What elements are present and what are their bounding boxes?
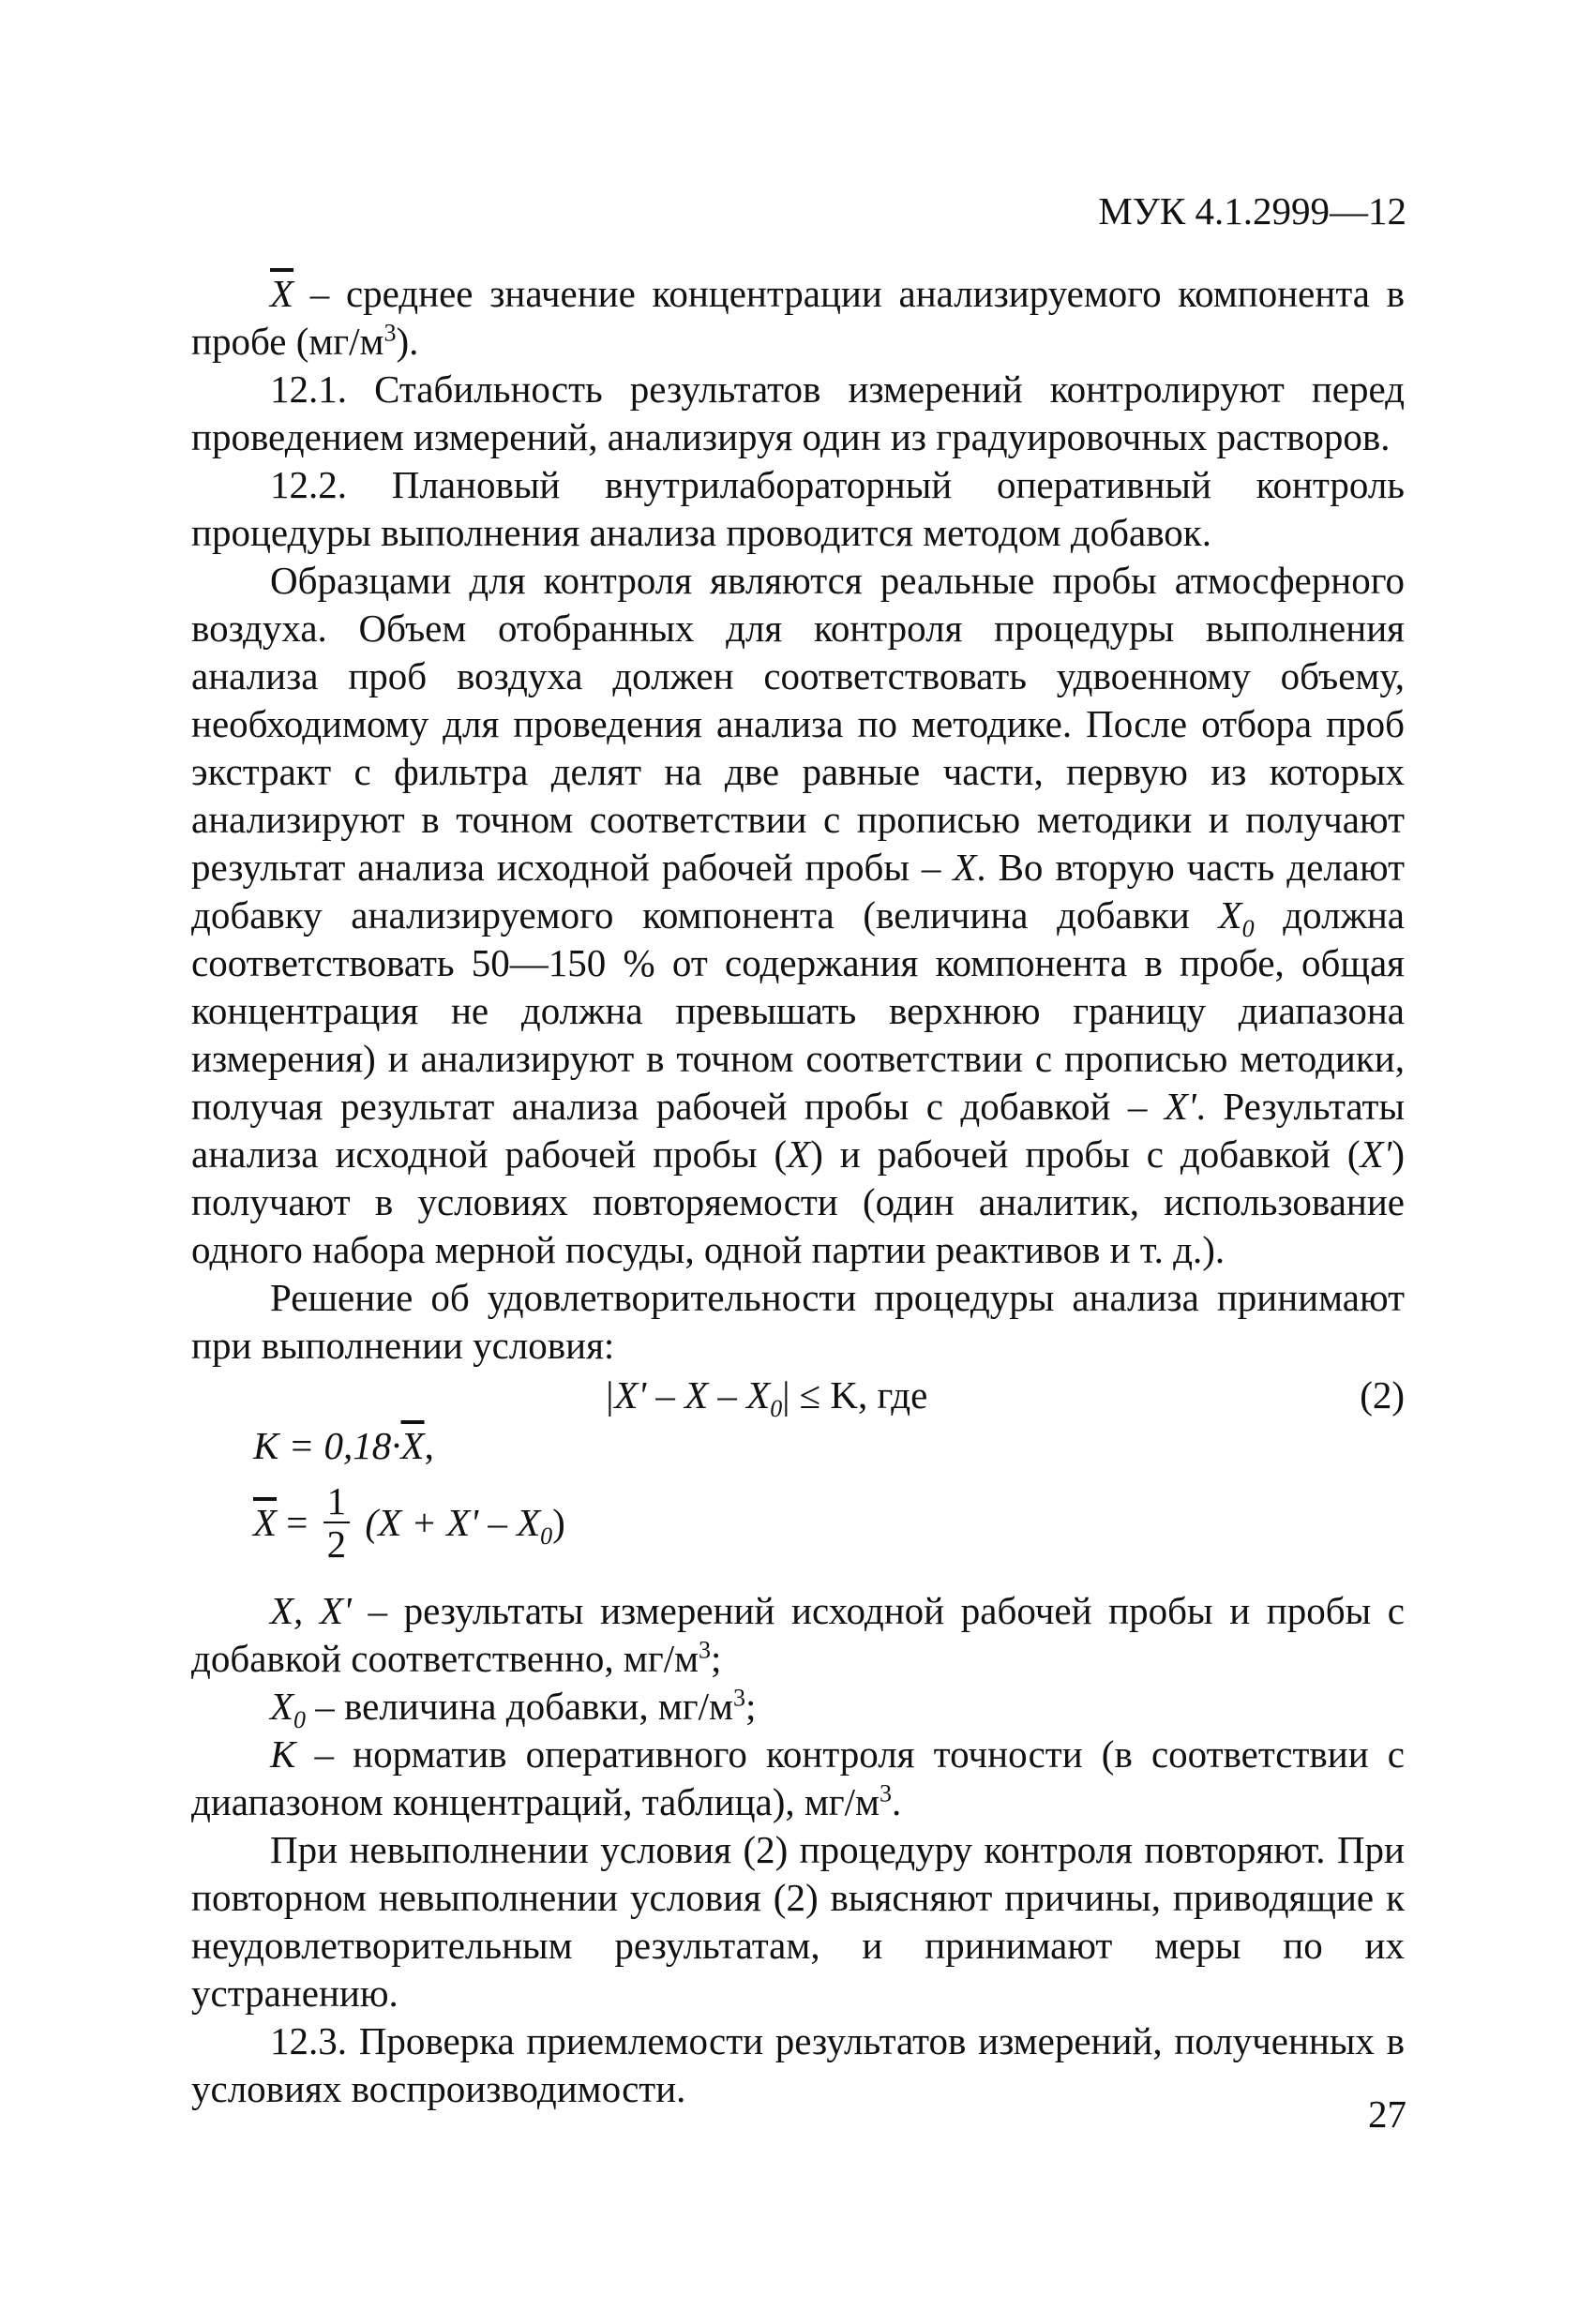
samples-text-6: ) получают в условиях повторяемости (один аналитик, использование одного набора мерной посуды, одной партии реактивов и т. д.). (191, 1132, 1405, 1271)
samples-text-4: . Результаты анализа исходной рабочей пробы ( (191, 1085, 1405, 1176)
condition-formula-row (191, 1370, 1405, 1422)
k-formula (191, 1422, 1405, 1477)
definition-x-xprime-end: ; (711, 1637, 722, 1680)
symbol-x-prime-paren: X' (1360, 1132, 1392, 1176)
xbar-formula-equals: = (286, 1500, 308, 1544)
symbol-x0-base: X (1218, 893, 1242, 937)
definition-x0-exp: 3 (732, 1684, 745, 1712)
definition-x0-text: – величина добавки, мг/м (306, 1685, 733, 1728)
repeat-paragraph: При невыполнении условия (2) процедуру контроля повторяют. При повторном невыполнении условия (2) выясняют причины, приводящие к неудовлетворительным результатам, и принимают меры по их устранению. (191, 1828, 1405, 2015)
document-body (191, 270, 1405, 2113)
definition-xbar (191, 270, 1405, 366)
samples-text-3: должна соответствовать 50—150 % от содержания компонента в пробе, общая концентрация не должна превышать верхнюю границу диапазона измерения) и анализируют в точном соответствии с прописью методики, получая результат анализа рабочей пробы с добавкой – (191, 893, 1405, 1128)
symbol-x0 (1218, 893, 1255, 943)
definition-x-xprime (191, 1587, 1405, 1683)
symbol-x: X (953, 846, 977, 889)
section-12-2: 12.2. Плановый внутрилабораторный оперативный контроль процедуры выполнения анализа проводится методом добавок. (191, 463, 1405, 554)
fraction-numerator: 1 (323, 1480, 351, 1523)
definition-x0 (191, 1683, 1405, 1734)
xbar-formula (191, 1477, 1405, 1587)
fraction-one-half (323, 1480, 351, 1565)
symbol-x-paren: X (787, 1132, 811, 1176)
definition-k-end: . (891, 1780, 902, 1823)
definition-k-exp: 3 (879, 1779, 892, 1807)
definition-k-text: – норматив оперативного контроля точности (в соответствии с диапазоном концентраций, таблица), мг/м (191, 1732, 1405, 1823)
condition-right: | ≤ K, где (782, 1373, 928, 1417)
condition-sub: 0 (770, 1395, 783, 1423)
section-12-3: 12.3. Проверка приемлемости результатов измерений, полученных в условиях воспроизводимости. (191, 2019, 1405, 2110)
fraction-denominator: 2 (326, 1522, 347, 1566)
formula-number: (2) (1360, 1373, 1405, 1417)
definition-x0-sub: 0 (293, 1706, 307, 1734)
xbar-formula-lhs: $\overline{X}$ (253, 1500, 278, 1544)
condition-formula (604, 1372, 928, 1423)
definition-k-symbol: K (270, 1732, 296, 1776)
samples-text-1: Образцами для контроля являются реальные пробы атмосферного воздуха. Объем отобранных для контроля процедуры выполнения анализа проб воздуха должен соответствовать удвоенному объему, необходимому для проведения анализа по методике. После отбора проб экстракт с фильтра делят на две равные части, первую из которых анализируют в точном соответствии с прописью методики и получают результат анализа исходной рабочей пробы – (191, 559, 1405, 889)
k-formula-end: , (424, 1424, 434, 1467)
document-code-header: МУК 4.1.2999—12 (1098, 189, 1406, 232)
k-formula-lhs: K = 0,18· (253, 1424, 401, 1467)
page-number: 27 (1368, 2092, 1406, 2136)
condition-left: |X' – X – X (604, 1373, 771, 1417)
definition-xbar-end: ). (396, 320, 419, 363)
xbar-formula-rhs: (X + X' – X (365, 1500, 541, 1544)
decision-paragraph: Решение об удовлетворительности процедуры анализа принимают при выполнении условия: (191, 1276, 1405, 1367)
samples-text-5: ) и рабочей пробы с добавкой ( (810, 1132, 1361, 1176)
unit-exponent: 3 (383, 319, 397, 347)
xbar-formula-rhs-end: ) (552, 1500, 565, 1544)
definition-xbar-text: – среднее значение концентрации анализируемого компонента в пробе (мг/м (191, 272, 1405, 363)
definition-x-xprime-symbol: X, X' (270, 1589, 352, 1632)
definition-x0-symbol: X (270, 1685, 294, 1728)
symbol-x-prime: X' (1164, 1085, 1196, 1128)
samples-text-2: . Во вторую часть делают добавку анализируемого компонента (величина добавки (191, 846, 1405, 937)
symbol-x0-sub: 0 (1241, 915, 1255, 943)
definition-x-xprime-text: – результаты измерений исходной рабочей пробы и пробы с добавкой соответственно, мг/м (191, 1589, 1406, 1680)
definition-k (191, 1731, 1405, 1826)
k-formula-xbar: $\overline{X}$ (400, 1424, 425, 1467)
section-12-1: 12.1. Стабильность результатов измерений контролируют перед проведением измерений, анализируя один из градуировочных растворов. (191, 367, 1405, 458)
xbar-formula-body (253, 1480, 565, 1565)
samples-paragraph (191, 557, 1405, 1274)
definition-x-xprime-exp: 3 (699, 1636, 712, 1664)
definition-x0-end: ; (744, 1685, 757, 1728)
xbar-symbol: $\overline{X}$ (270, 272, 294, 315)
xbar-formula-rhs-sub: 0 (540, 1522, 553, 1550)
